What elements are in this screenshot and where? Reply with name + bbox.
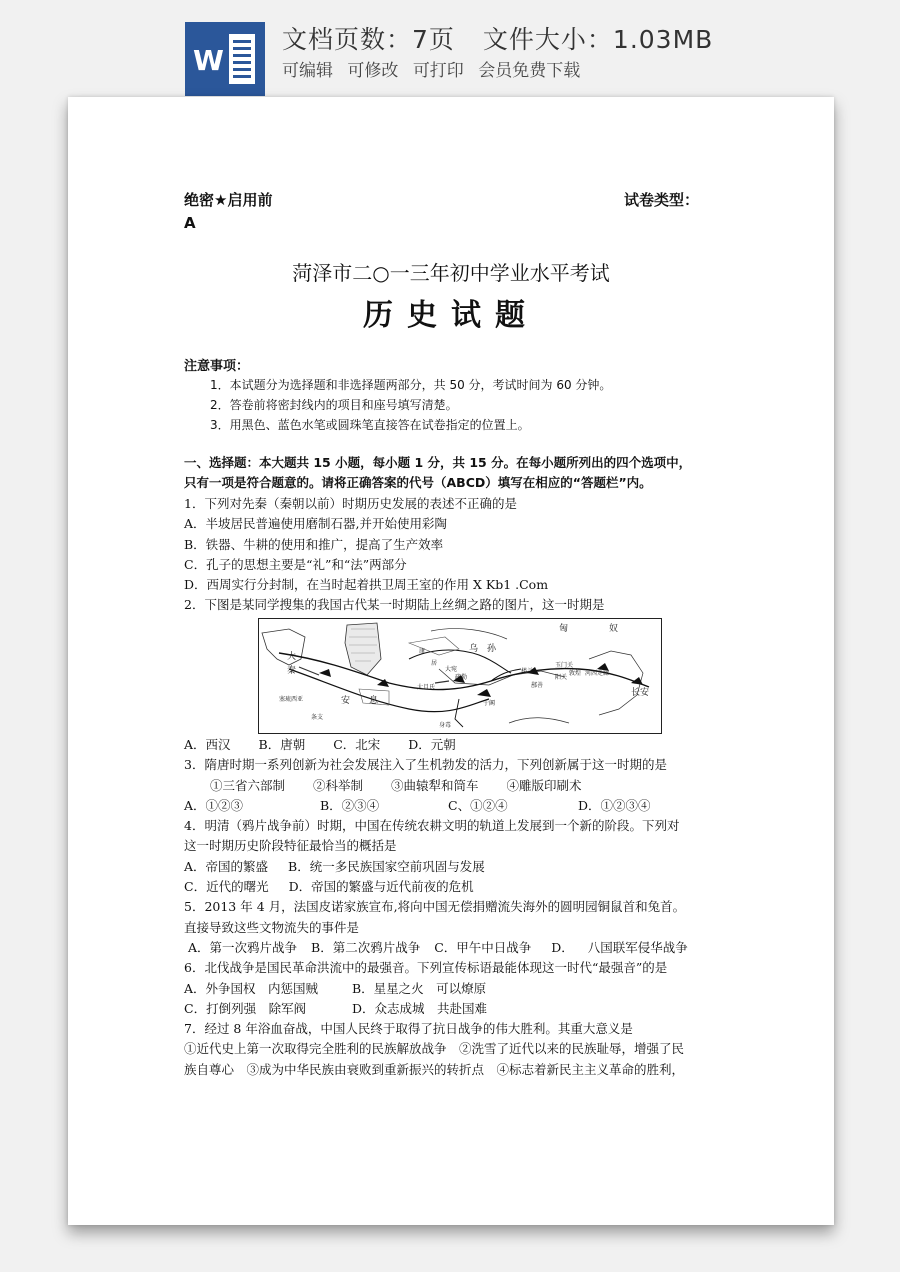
question-stem-continued: 这一时期历史阶段特征最恰当的概括是 [184,838,397,854]
map-label: 疏勒 [455,674,468,681]
option-d: D．西周实行分封制，在当时起着拱卫周王室的作用 X Kb1 .Com [184,577,549,593]
option-row [184,735,724,755]
option-c: C．甲午中日战争 [434,939,532,955]
map-label: 息 [369,696,379,706]
paper-type-label: 试卷类型： [624,191,700,209]
map-label: 居 [431,660,438,667]
silk-road-map-image [259,619,661,733]
notice-item: 1．本试题分为选择题和非选择题两部分，共 50 分，考试时间为 60 分钟。 [210,378,612,392]
option-c: C．打倒列强 除军阀 [184,1000,307,1016]
map-label: 大月氏 [417,684,436,691]
map-label: 条支 [311,714,324,721]
map-label: 乌 [469,644,479,654]
feature-printable: 可打印 [412,61,464,81]
map-label: 鄯善 [531,682,544,689]
question-1 [184,494,724,616]
map-label: 匈 [559,624,569,634]
question-statements: 族自尊心 ③成为中华民族由衰败到重新振兴的转折点 ④标志着新民主主义革命的胜利， [184,1061,685,1077]
option-a: A．帝国的繁盛 [184,858,269,874]
section-intro [184,453,724,493]
option-a: A．①②③ [184,797,244,813]
document-stats [282,20,713,56]
question-stem: 7．经过 8 年浴血奋战，中国人民终于取得了抗日战争的伟大胜利。其重大意义是 [184,1021,633,1037]
map-label: 康 [419,648,426,655]
question-stem: 4．明清（鸦片战争前）时期，中国在传统农耕文明的轨道上发展到一个新的阶段。下列对 [184,818,680,834]
map-label: 孙 [487,644,497,654]
feature-editable: 可编辑 [282,61,333,81]
item-1: ①三省六部制 [210,777,286,793]
feature-modifiable: 可修改 [347,61,399,81]
item-4: ④雕版印刷术 [506,777,582,793]
map-label: 大 [287,652,297,662]
option-a: A．西汉 [184,737,231,752]
notice-item: 2．答卷前将密封线内的项目和座号填写清楚。 [210,398,458,412]
document-info-banner [0,0,900,96]
question-stem: 6．北伐战争是国民革命洪流中的最强音。下列宣传标语最能体现这一时代“最强音”的是 [184,960,668,976]
map-label: 于阗 [483,700,496,707]
option-c: C、①②④ [448,797,508,813]
word-document-icon [185,22,265,96]
map-label: 玉门关 [555,662,574,669]
notice-item: 3．用黑色、蓝色水笔或圆珠笔直接答在试卷指定的位置上。 [210,418,530,432]
question-stem: 2．下图是某同学搜集的我国古代某一时期陆上丝绸之路的图片，这一时期是 [184,597,605,613]
map-label: 大宛 [445,666,458,673]
option-d: D．元朝 [408,737,456,752]
option-row [184,877,724,897]
option-d: D．众志成城 共赴国难 [352,1000,488,1016]
question-stem: 3．隋唐时期一系列创新为社会发展注入了生机勃发的活力，下列创新属于这一时期的是 [184,757,667,773]
option-c: C．孔子的思想主要是“礼”和“法”两部分 [184,556,407,572]
feature-member-download: 会员免费下载 [478,61,581,81]
map-label: 河西走廊 [585,670,610,677]
svg-text:W: W [193,44,224,77]
paper-type-letter: A [184,214,196,232]
option-c: C．北宋 [333,737,381,752]
option-a: A．第一次鸦片战争 [188,939,298,955]
option-b: B．星星之火 可以燎原 [352,980,487,996]
option-d: D．①②③④ [578,797,651,813]
map-label: 阳关 [555,674,568,681]
item-row [184,776,724,796]
question-stem: 5．2013 年 4 月，法国皮诺家族宣布,将向中国无偿捐赠流失海外的圆明园铜鼠首和兔首。 [184,899,686,915]
option-d: D．帝国的繁盛与近代前夜的危机 [288,879,474,895]
question-2-options [184,735,724,1080]
map-label: 奴 [609,624,619,634]
map-label: 敦煌 [569,670,582,677]
map-label: 秦 [287,666,297,676]
item-2: ②科举制 [313,777,364,793]
option-b: B．铁器、牛耕的使用和推广，提高了生产效率 [184,536,444,552]
document-features [282,56,589,81]
map-label: 安 [341,696,351,706]
option-b: B．②③④ [320,797,380,813]
option-c: C．近代的曙光 [184,879,269,895]
map-label: 身毒 [439,722,452,729]
option-b: B．统一多民族国家空前巩固与发展 [288,858,485,874]
option-row [184,857,724,877]
option-b: B．唐朝 [258,737,306,752]
confidential-mark: 绝密★启用前 [184,191,273,209]
exam-title: 菏泽市二○一三年初中学业水平考试 [292,261,610,285]
item-3: ③曲辕犁和筒车 [391,777,479,793]
question-stem: 1．下列对先秦（秦朝以前）时期历史发展的表述不正确的是 [184,496,517,511]
question-statements: ①近代史上第一次取得完全胜利的民族解放战争 ②洗雪了近代以来的民族耻辱，增强了民 [184,1041,685,1057]
option-row [184,979,724,999]
map-label: 塞琉西亚 [279,696,304,703]
map-label: 楼兰 [521,668,534,675]
document-page [68,97,834,1225]
subject-title: 历史试题 [363,298,539,333]
question-stem-continued: 直接导致这些文物流失的事件是 [184,919,360,935]
notice-heading: 注意事项： [184,359,250,374]
option-row [184,796,724,816]
section-intro-line: 一、选择题：本大题共 15 小题，每小题 1 分，共 15 分。在每小题所列出的四个选项中， [184,455,692,470]
notice-list [210,375,611,435]
option-b: B．第二次鸦片战争 [311,939,421,955]
option-a: A．半坡居民普遍使用磨制石器,并开始使用彩陶 [184,516,448,532]
map-label: 长安 [631,688,650,698]
page-count-label: 文档页数：7页 [282,25,455,54]
option-row [184,999,724,1019]
file-size-label: 文件大小：1.03MB [482,25,714,54]
option-a: A．外争国权 内惩国贼 [184,980,319,996]
silk-road-map [258,618,662,734]
option-d-text: 八国联军侵华战争 [587,939,688,955]
section-intro-line: 只有一项是符合题意的。请将正确答案的代号（ABCD）填写在相应的“答题栏”内。 [184,475,652,490]
option-row [184,938,724,958]
option-d: D． [551,939,574,955]
